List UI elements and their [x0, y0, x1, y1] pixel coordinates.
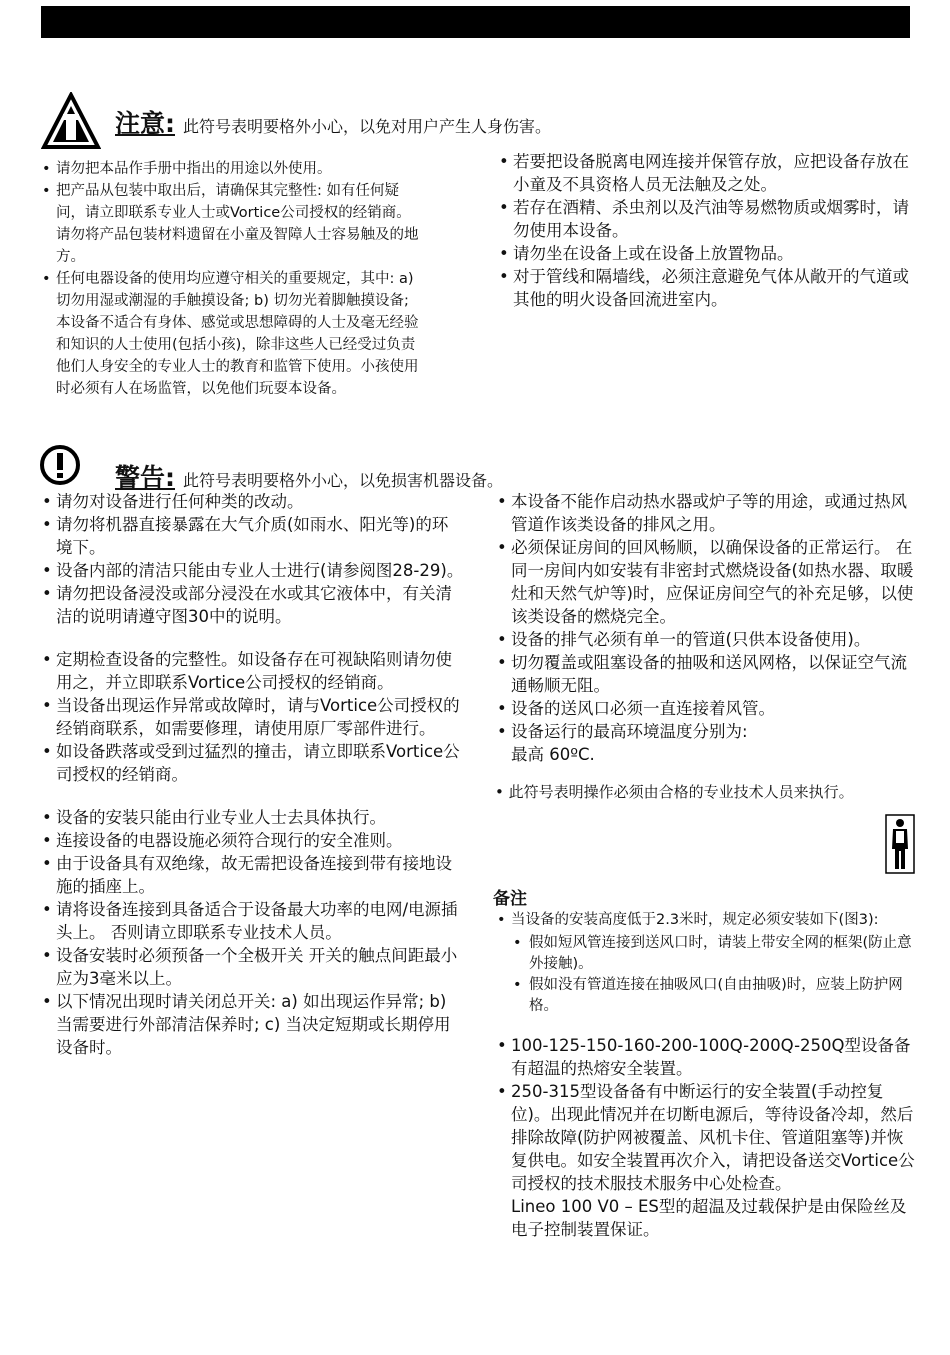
- warning-heading: [115, 458, 503, 494]
- list-item: • 请将设备连接到具备适合于设备最大功率的电网/电源插头上。 否则请立即联系专业技术人员。: [40, 898, 464, 944]
- list-item: • 当设备出现运作异常或故障时，请与Vortice公司授权的经销商联系，如需要修理，请使用原厂零部件进行。: [40, 694, 464, 740]
- caution-list-left: [40, 158, 425, 400]
- caution-description: 此符号表明要格外小心，以免对用户产生人身伤害。: [183, 117, 552, 136]
- list-item: 最高 60ºC.: [511, 745, 595, 764]
- list-item: • 必须保证房间的回风畅顺，以确保设备的正常运行。 在同一房间内如安装有非密封式燃烧设备(如热水器、取暖灶和天然气炉等)时，应保证房间空气的补充足够，以使该类设备的燃烧完全。: [495, 536, 919, 628]
- notes-list-2: [495, 1034, 919, 1241]
- technician-figure-icon: [885, 814, 915, 874]
- header-bar: [41, 6, 910, 38]
- warning-title: 警告:: [115, 463, 175, 492]
- list-item: Lineo 100 V0 – ES型的超温及过载保护是由保险丝及电子控制装置保证。: [511, 1197, 907, 1239]
- warning-description: 此符号表明要格外小心，以免损害机器设备。: [183, 471, 504, 490]
- caution-list-right: [497, 150, 919, 311]
- caution-title: 注意:: [115, 109, 175, 138]
- warning-list-right: [495, 490, 919, 766]
- list-item: • 请勿坐在设备上或在设备上放置物品。: [497, 242, 919, 265]
- technician-note-text: 此符号表明操作必须由合格的专业技术人员来执行。: [508, 783, 854, 801]
- list-item: • 请勿把本品作手册中指出的用途以外使用。: [40, 158, 425, 180]
- list-item: • 设备内部的清洁只能由专业人士进行(请参阅图28-29)。: [40, 559, 464, 582]
- list-item: • 连接设备的电器设施必须符合现行的安全准则。: [40, 829, 464, 852]
- list-item: • 250-315型设备备有中断运行的安全装置(手动控复位)。出现此情况并在切断电源后，等待设备冷却，然后排除故障(防护网被覆盖、风机卡住、管道阻塞等)并恢复供电。如安全装置再次介入，请把设备送交Vortice公司授权的技术服技术服务中心处检查。: [495, 1080, 919, 1195]
- list-item: • 请勿把设备浸没或部分浸没在水或其它液体中，有关清洁的说明请遵守图30中的说明。: [40, 582, 464, 628]
- list-item: • 假如短风管连接到送风口时，请装上带安全网的框架(防止意外接触)。: [511, 933, 917, 975]
- list-item: • 设备的安装只能由行业专业人士去具体执行。: [40, 806, 464, 829]
- list-item: • 如设备跌落或受到过猛烈的撞击，请立即联系Vortice公司授权的经销商。: [40, 740, 464, 786]
- warning-list-left: [40, 490, 464, 1059]
- caution-heading: [115, 104, 551, 140]
- technician-note: • 此符号表明操作必须由合格的专业技术人员来执行。: [495, 783, 854, 801]
- caution-triangle-icon: [41, 92, 101, 150]
- list-item: • 设备的送风口必须一直连接着风管。: [495, 697, 919, 720]
- list-item: • 设备的排气必须有单一的管道(只供本设备使用)。: [495, 628, 919, 651]
- list-item: • 请勿将机器直接暴露在大气介质(如雨水、阳光等)的环境下。: [40, 513, 464, 559]
- list-item: • 切勿覆盖或阻塞设备的抽吸和送风网格，以保证空气流通畅顺无阻。: [495, 651, 919, 697]
- list-item: • 假如没有管道连接在抽吸风口(自由抽吸)时，应装上防护网格。: [511, 975, 917, 1017]
- notes-item-text: 当设备的安装高度低于2.3米时，规定必须安装如下(图3):: [511, 912, 879, 928]
- list-item: • 对于管线和隔墙线，必须注意避免气体从敞开的气道或其他的明火设备回流进室内。: [497, 265, 919, 311]
- list-item: • 任何电器设备的使用均应遵守相关的重要规定，其中: a) 切勿用湿或潮湿的手触摸设备; b) 切勿光着脚触摸设备;: [40, 268, 425, 312]
- list-item: • 本设备不能作启动热水器或炉子等的用途，或通过热风管道作该类设备的排风之用。: [495, 490, 919, 536]
- warning-exclamation-icon: [39, 444, 81, 486]
- list-item: • 以下情况出现时请关闭总开关: a) 如出现运作异常; b) 当需要进行外部清洁保养时; c) 当决定短期或长期停用设备时。: [40, 990, 464, 1059]
- list-item: • 设备运行的最高环境温度分别为:: [495, 720, 919, 743]
- notes-title: 备注: [493, 889, 527, 909]
- list-item: • 100-125-150-160-200-100Q-200Q-250Q型设备备有超温的热熔安全装置。: [495, 1034, 919, 1080]
- list-item: • 请勿对设备进行任何种类的改动。: [40, 490, 464, 513]
- list-item: • 由于设备具有双绝缘，故无需把设备连接到带有接地设施的插座上。: [40, 852, 464, 898]
- list-item: 本设备不适合有身体、感觉或思想障碍的人士及毫无经验和知识的人士使用(包括小孩)，除非这些人已经受过负责他们人身安全的专业人士的教育和监管下使用。小孩使用时必须有人在场监管，以免他们玩耍本设备。: [56, 315, 419, 397]
- notes-sublist: [511, 933, 917, 1017]
- list-item: • 把产品从包装中取出后，请确保其完整性: 如有任何疑问，请立即联系专业人士或Vortice公司授权的经销商。请勿将产品包装材料遗留在小童及智障人士容易触及的地方。: [40, 180, 425, 268]
- list-item: • 若要把设备脱离电网连接并保管存放，应把设备存放在小童及不具资格人员无法触及之处。: [497, 150, 919, 196]
- list-item: • 设备安装时必须预备一个全极开关 开关的触点间距最小应为3毫米以上。: [40, 944, 464, 990]
- list-item: [495, 910, 917, 1017]
- notes-list: [495, 910, 917, 1017]
- list-item: • 若存在酒精、杀虫剂以及汽油等易燃物质或烟雾时，请勿使用本设备。: [497, 196, 919, 242]
- list-item: • 定期检查设备的完整性。如设备存在可视缺陷则请勿使用之，并立即联系Vortice公司授权的经销商。: [40, 648, 464, 694]
